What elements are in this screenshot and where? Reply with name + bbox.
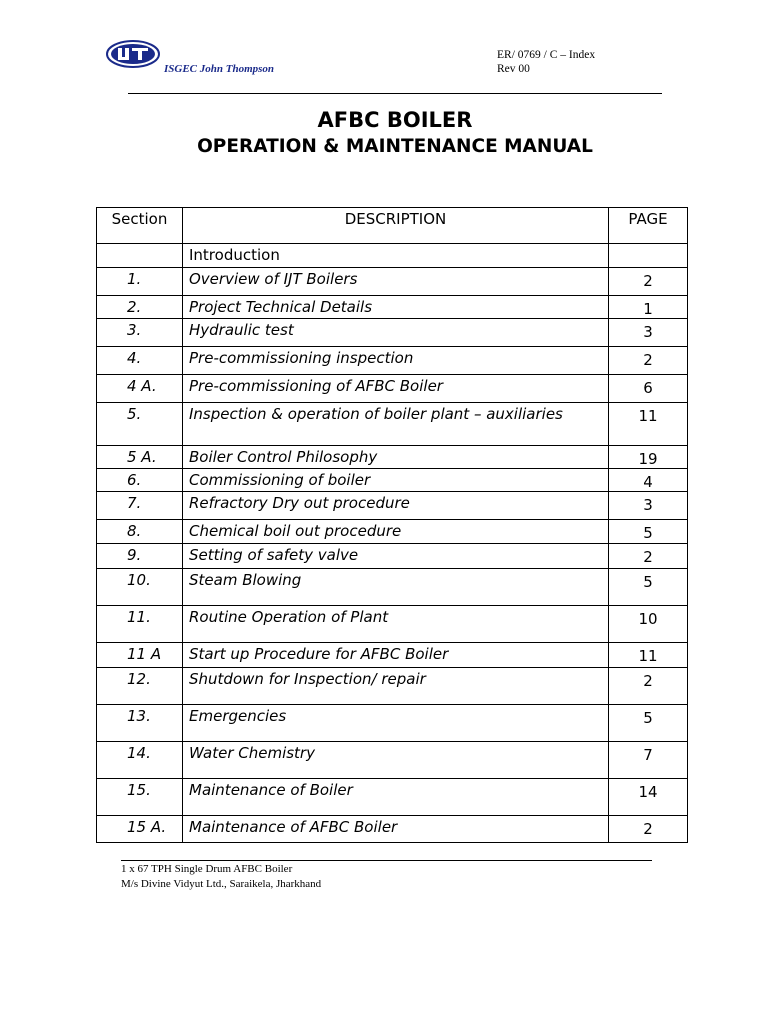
page-number: 2 — [609, 668, 688, 705]
revision: Rev 00 — [497, 63, 530, 75]
section-description: Pre-commissioning inspection — [183, 347, 609, 375]
section-number: 10. — [97, 569, 183, 606]
page-number — [609, 244, 688, 268]
document-reference — [497, 48, 595, 76]
section-description: Water Chemistry — [183, 742, 609, 779]
table-row — [97, 244, 688, 268]
page-number: 2 — [609, 347, 688, 375]
document-title: AFBC BOILER — [317, 108, 473, 132]
table-header-row — [97, 208, 688, 244]
page-number: 11 — [609, 403, 688, 446]
table-row — [97, 520, 688, 544]
header-divider — [128, 93, 662, 94]
section-description: Emergencies — [183, 705, 609, 742]
section-description: Steam Blowing — [183, 569, 609, 606]
table-row — [97, 705, 688, 742]
section-number: 3. — [97, 319, 183, 347]
footer-divider — [121, 860, 652, 861]
section-number: 15 A. — [97, 816, 183, 843]
header-section: Section — [97, 208, 183, 244]
page-number: 2 — [609, 816, 688, 843]
page-number: 2 — [609, 544, 688, 569]
table-row — [97, 403, 688, 446]
section-number — [97, 244, 183, 268]
page-number: 19 — [609, 446, 688, 469]
footer-project: 1 x 67 TPH Single Drum AFBC Boiler — [121, 863, 293, 875]
table-row — [97, 643, 688, 668]
section-description: Routine Operation of Plant — [183, 606, 609, 643]
section-number: 5 A. — [97, 446, 183, 469]
table-row — [97, 569, 688, 606]
section-description: Pre-commissioning of AFBC Boiler — [183, 375, 609, 403]
section-number: 8. — [97, 520, 183, 544]
table-row — [97, 544, 688, 569]
page-number: 3 — [609, 319, 688, 347]
section-description: Chemical boil out procedure — [183, 520, 609, 544]
page-number: 14 — [609, 779, 688, 816]
page-number: 4 — [609, 469, 688, 492]
table-row — [97, 742, 688, 779]
table-row — [97, 268, 688, 296]
section-number: 9. — [97, 544, 183, 569]
page-number: 5 — [609, 520, 688, 544]
section-description: Introduction — [183, 244, 609, 268]
page-number: 7 — [609, 742, 688, 779]
page-number: 5 — [609, 705, 688, 742]
section-number: 11. — [97, 606, 183, 643]
section-description: Refractory Dry out procedure — [183, 492, 609, 520]
section-number: 4 A. — [97, 375, 183, 403]
page-number: 10 — [609, 606, 688, 643]
section-number: 14. — [97, 742, 183, 779]
table-row — [97, 492, 688, 520]
table-row — [97, 779, 688, 816]
table-row — [97, 446, 688, 469]
page-number: 2 — [609, 268, 688, 296]
footer — [121, 862, 321, 892]
footer-client: M/s Divine Vidyut Ltd., Saraikela, Jharkhand — [121, 878, 322, 890]
header-description: DESCRIPTION — [183, 208, 609, 244]
page-number: 3 — [609, 492, 688, 520]
section-number: 2. — [97, 296, 183, 319]
section-description: Start up Procedure for AFBC Boiler — [183, 643, 609, 668]
page-number: 6 — [609, 375, 688, 403]
section-description: Hydraulic test — [183, 319, 609, 347]
header-page: PAGE — [609, 208, 688, 244]
section-description: Shutdown for Inspection/ repair — [183, 668, 609, 705]
section-description: Overview of IJT Boilers — [183, 268, 609, 296]
page-number: 11 — [609, 643, 688, 668]
section-description: Maintenance of AFBC Boiler — [183, 816, 609, 843]
section-number: 12. — [97, 668, 183, 705]
table-row — [97, 296, 688, 319]
table-row — [97, 347, 688, 375]
table-row — [97, 319, 688, 347]
section-number: 15. — [97, 779, 183, 816]
section-description: Commissioning of boiler — [183, 469, 609, 492]
section-number: 13. — [97, 705, 183, 742]
section-number: 5. — [97, 403, 183, 446]
section-number: 4. — [97, 347, 183, 375]
table-row — [97, 816, 688, 843]
section-number: 6. — [97, 469, 183, 492]
company-name: ISGEC John Thompson — [164, 63, 275, 75]
section-description: Inspection & operation of boiler plant – auxiliaries — [183, 403, 609, 446]
doc-ref-number: ER/ 0769 / C – Index — [497, 49, 596, 61]
table-row — [97, 469, 688, 492]
document-subtitle: OPERATION & MAINTENANCE MANUAL — [197, 136, 593, 157]
table-row — [97, 668, 688, 705]
page-number: 5 — [609, 569, 688, 606]
table-row — [97, 606, 688, 643]
section-description: Boiler Control Philosophy — [183, 446, 609, 469]
section-number: 7. — [97, 492, 183, 520]
company-logo-icon — [106, 40, 160, 68]
section-number: 1. — [97, 268, 183, 296]
section-description: Setting of safety valve — [183, 544, 609, 569]
section-number: 11 A — [97, 643, 183, 668]
page-number: 1 — [609, 296, 688, 319]
section-description: Maintenance of Boiler — [183, 779, 609, 816]
table-row — [97, 375, 688, 403]
section-description: Project Technical Details — [183, 296, 609, 319]
contents-table — [96, 207, 688, 843]
